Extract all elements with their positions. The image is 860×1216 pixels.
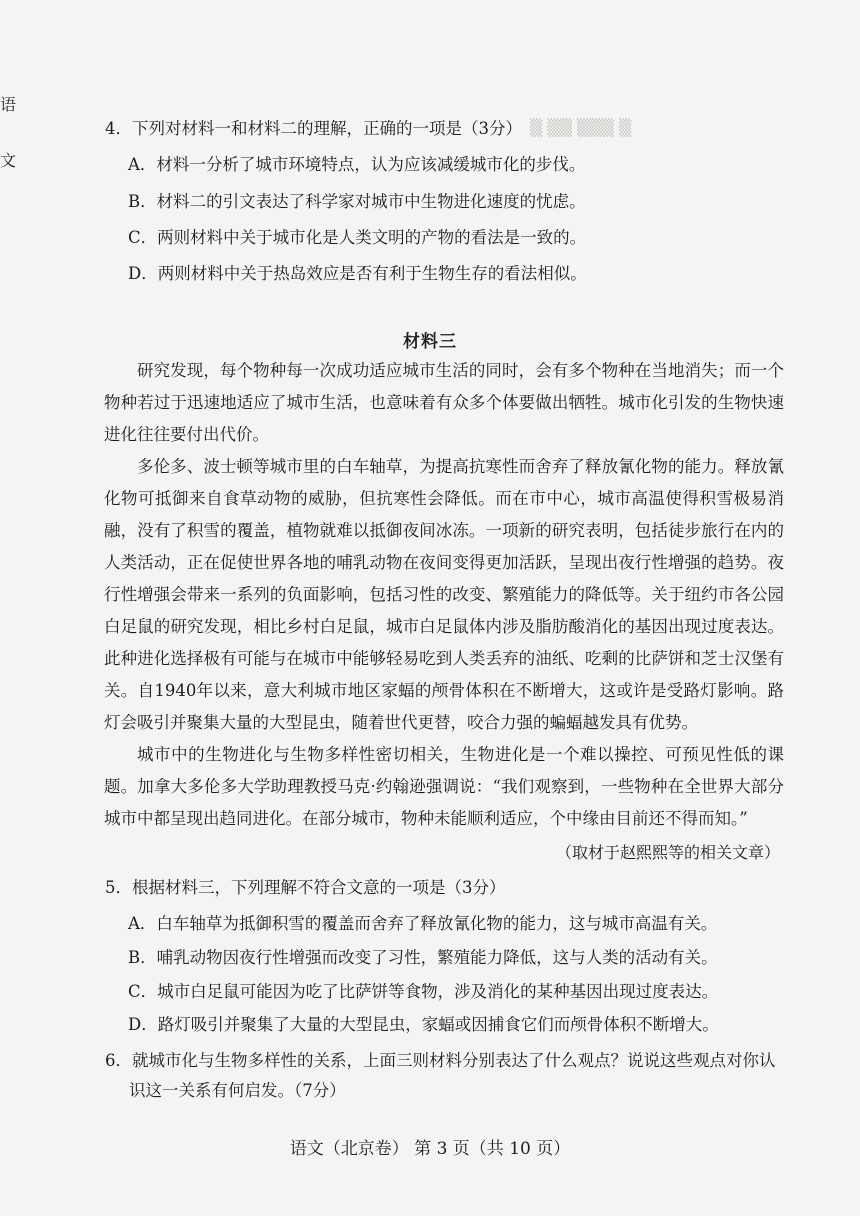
page-footer: 语文（北京卷） 第 3 页（共 10 页） [289, 1139, 571, 1159]
material-3-heading: 材料三 [403, 332, 457, 352]
question-4-option-d: D．两则材料中关于热岛效应是否有利于生物生存的看法相似。 [128, 264, 587, 283]
question-5-option-d: D．路灯吸引并聚集了大量的大型昆虫，家蝠或因捕食它们而颅骨体积不断增大。 [128, 1015, 719, 1034]
question-5-option-c: C．城市白足鼠可能因为吃了比萨饼等食物，涉及消化的某种基因出现过度表达。 [128, 982, 719, 1001]
passage-paragraph-2: 多伦多、波士顿等城市里的白车轴草，为提高抗寒性而舍弃了释放氰化物的能力。释放氰化物可抵御来自食草动物的威胁，但抗寒性会降低。而在市中心，城市高温使得积雪极易消融，没有了积雪的覆盖，植物就难以抵御夜间冰冻。一项新的研究表明，包括徒步旅行在内的人类活动，正在促使世界各地的哺乳动物在夜间变得更加活跃，呈现出夜行性增强的趋势。夜行性增强会带来一系列的负面影响，包括习性的改变、繁殖能力的降低等。关于纽约市各公园白足鼠的研究发现，相比乡村白足鼠，城市白足鼠体内涉及脂肪酸消化的基因出现过度表达。此种进化选择极有可能与在城市中能够轻易吃到人类丢弃的油纸、吃剩的比萨饼和芝士汉堡有关。自1940年以来，意大利城市地区家蝠的颅骨体积在不断增大，这或许是受路灯影响。路灯会吸引并聚集大量的大型昆虫，随着世代更替，咬合力强的蝙蝠越发具有优势。 [104, 457, 784, 732]
question-4-option-b: B．材料二的引文表达了科学家对城市中生物进化速度的忧虑。 [128, 192, 586, 211]
question-6-line-2: 识这一关系有何启发。（7分） [129, 1081, 346, 1100]
passage-paragraph-3: 城市中的生物进化与生物多样性密切相关，生物进化是一个难以操控、可预见性低的课题。加拿大多伦多大学助理教授马克·约翰逊强调说：“我们观察到，一些物种在全世界大部分城市中都呈现出趋同进化。在部分城市，物种未能顺利适应，个中缘由目前还不得而知。” [104, 745, 784, 828]
passage-paragraph-1: 研究发现，每个物种每一次成功适应城市生活的同时，会有多个物种在当地消失；而一个物种若过于迅速地适应了城市生活，也意味着有众多个体要做出牺牲。城市化引发的生物快速进化往往要付出代价。 [104, 361, 784, 444]
material-3-passage [104, 355, 784, 835]
question-4-stem: 4．下列对材料一和材料二的理解，正确的一项是（3分） [105, 119, 522, 138]
question-4-option-a: A．材料一分析了城市环境特点，认为应该减缓城市化的步伐。 [128, 155, 586, 174]
question-4-option-c: C．两则材料中关于城市化是人类文明的产物的看法是一致的。 [128, 228, 587, 247]
question-6-line-1: 6．就城市化与生物多样性的关系，上面三则材料分别表达了什么观点？说说这些观点对你认 [105, 1051, 776, 1070]
passage-source: （取材于赵熙熙等的相关文章） [555, 843, 780, 862]
margin-char-2: 文 [0, 151, 17, 170]
question-6 [105, 1046, 795, 1106]
question-5-stem: 5．根据材料三，下列理解不符合文意的一项是（3分） [105, 878, 506, 897]
question-5-option-a: A．白车轴草为抵御积雪的覆盖而舍弃了释放氰化物的能力，这与城市高温有关。 [128, 914, 718, 933]
margin-char-1: 语 [0, 95, 17, 114]
bleed-through-text: ▒ ▒▒ ▒▒▒ ▒ [530, 118, 632, 137]
question-5-option-b: B．哺乳动物因夜行性增强而改变了习性，繁殖能力降低，这与人类的活动有关。 [128, 948, 718, 967]
